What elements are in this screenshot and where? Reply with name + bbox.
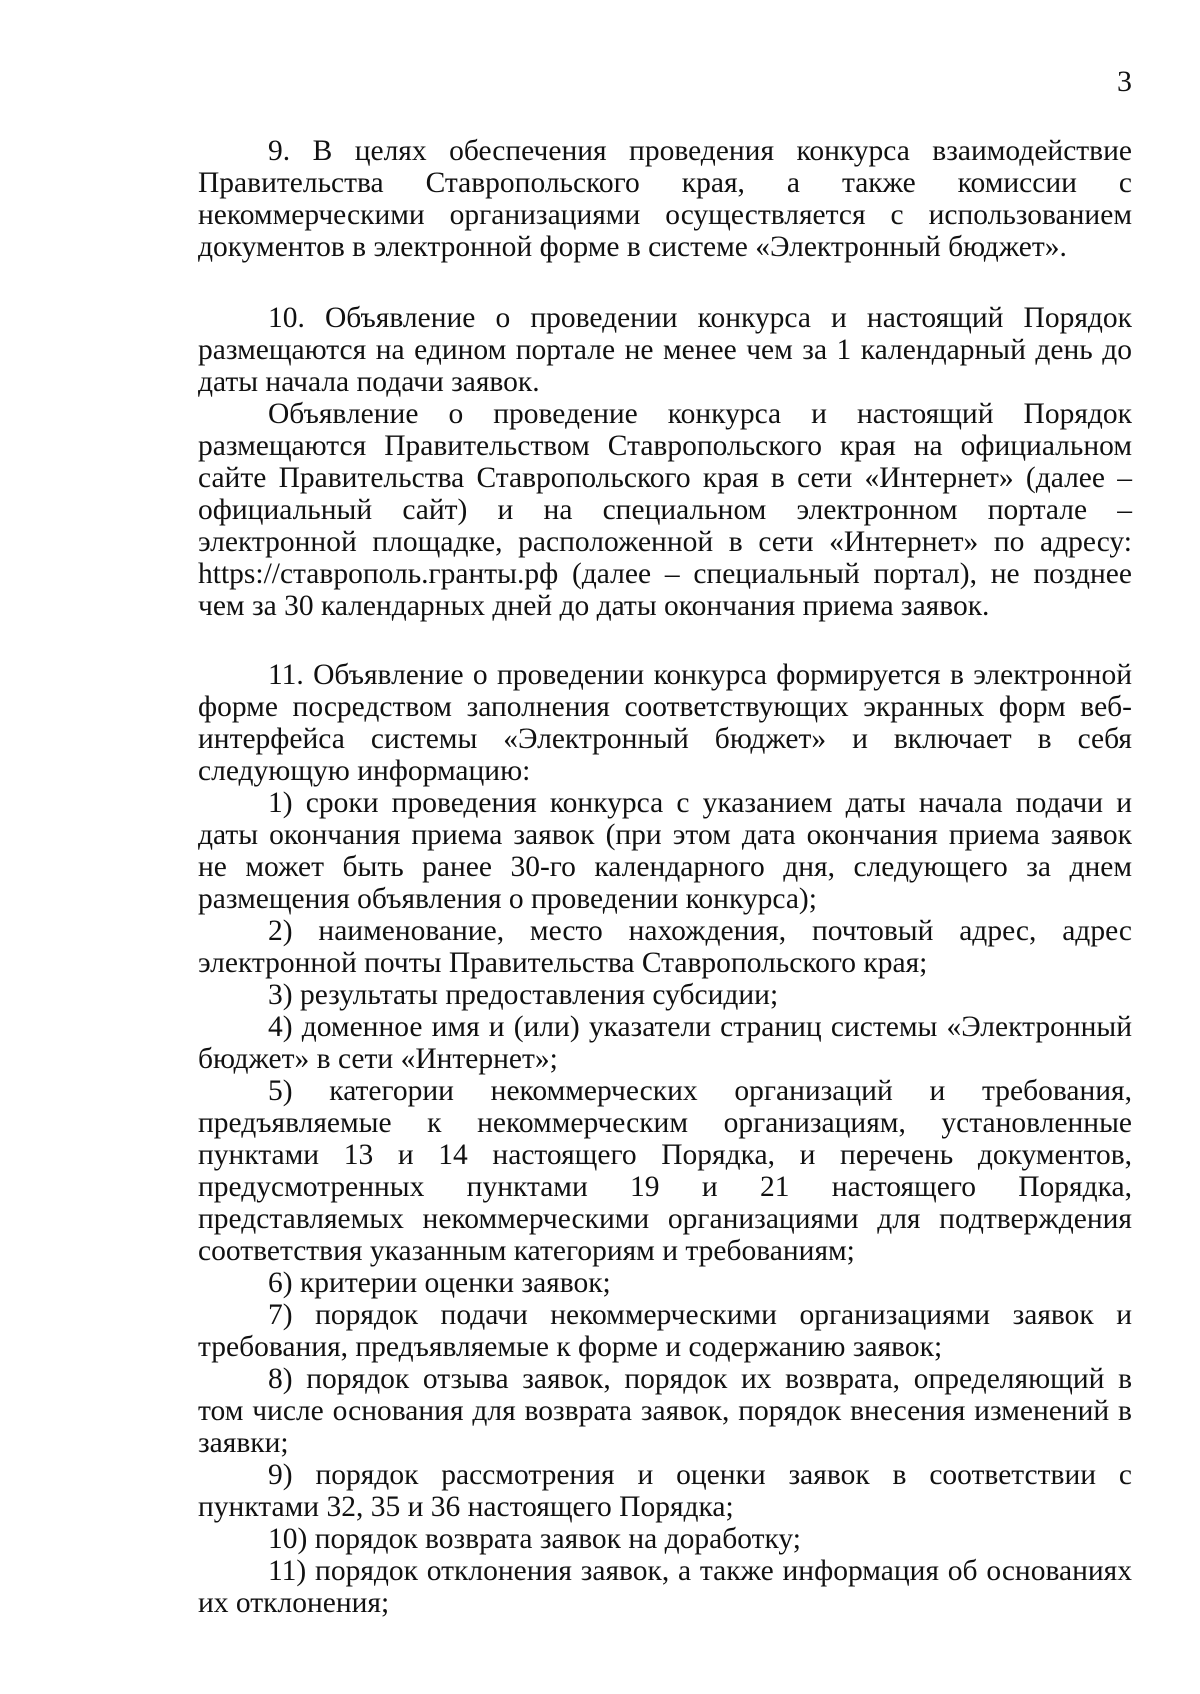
list-item: 9) порядок рассмотрения и оценки заявок в соответствии с пунктами 32, 35 и 36 настоящего Порядка; [198,1459,1132,1523]
paragraph-10: 10. Объявление о проведении конкурса и настоящий Порядок размещаются на едином портале не менее чем за 1 календарный день до даты начала подачи заявок. [198,302,1132,398]
list-item: 11) порядок отклонения заявок, а также информация об основаниях их отклонения; [198,1555,1132,1619]
list-item: 8) порядок отзыва заявок, порядок их возврата, определяющий в том числе основания для возврата заявок, порядок внесения изменений в заявки; [198,1363,1132,1459]
list-item: 5) категории некоммерческих организаций и требования, предъявляемые к некоммерческим организациям, установленные пунктами 13 и 14 настоящего Порядка, и перечень документов, предусмотренных пунктами 19 и 21 настоящего Порядка, представляемых некоммерческими организациями для подтверждения соответствия указанным категориям и требованиям; [198,1075,1132,1267]
list-item: 4) доменное имя и (или) указатели страниц системы «Электронный бюджет» в сети «Интернет»; [198,1011,1132,1075]
list-item: 10) порядок возврата заявок на доработку; [268,1523,801,1555]
list-item: 7) порядок подачи некоммерческими организациями заявок и требования, предъявляемые к форме и содержанию заявок; [198,1299,1132,1363]
paragraph-10-placement: Объявление о проведение конкурса и настоящий Порядок размещаются Правительством Ставропольского края на официальном сайте Правительства Ставропольского края в сети «Интернет» (далее – официальный сайт) и на специальном электронном портале – электронной площадке, расположенной в сети «Интернет» по адресу: https://ставрополь.гранты.рф (далее – специальный портал), не позднее чем за 30 календарных дней до даты окончания приема заявок. [198,398,1132,622]
paragraph-11: 11. Объявление о проведении конкурса формируется в электронной форме посредством заполнения соответствующих экранных форм веб-интерфейса системы «Электронный бюджет» и включает в себя следующую информацию: [198,659,1132,787]
paragraph-9: 9. В целях обеспечения проведения конкурса взаимодействие Правительства Ставропольского края, а также комиссии с некоммерческими организациями осуществляется с использованием документов в электронной форме в системе «Электронный бюджет». [198,135,1132,263]
list-item: 6) критерии оценки заявок; [268,1267,611,1299]
section-9 [198,135,1132,263]
section-10 [198,302,1132,622]
page-number: 3 [1117,65,1132,98]
section-11 [198,659,1132,1619]
list-item: 1) сроки проведения конкурса с указанием даты начала подачи и даты окончания приема заявок (при этом дата окончания приема заявок не может быть ранее 30-го календарного дня, следующего за днем размещения объявления о проведении конкурса); [198,787,1132,915]
list-item: 2) наименование, место нахождения, почтовый адрес, адрес электронной почты Правительства Ставропольского края; [198,915,1132,979]
list-item: 3) результаты предоставления субсидии; [268,979,779,1011]
